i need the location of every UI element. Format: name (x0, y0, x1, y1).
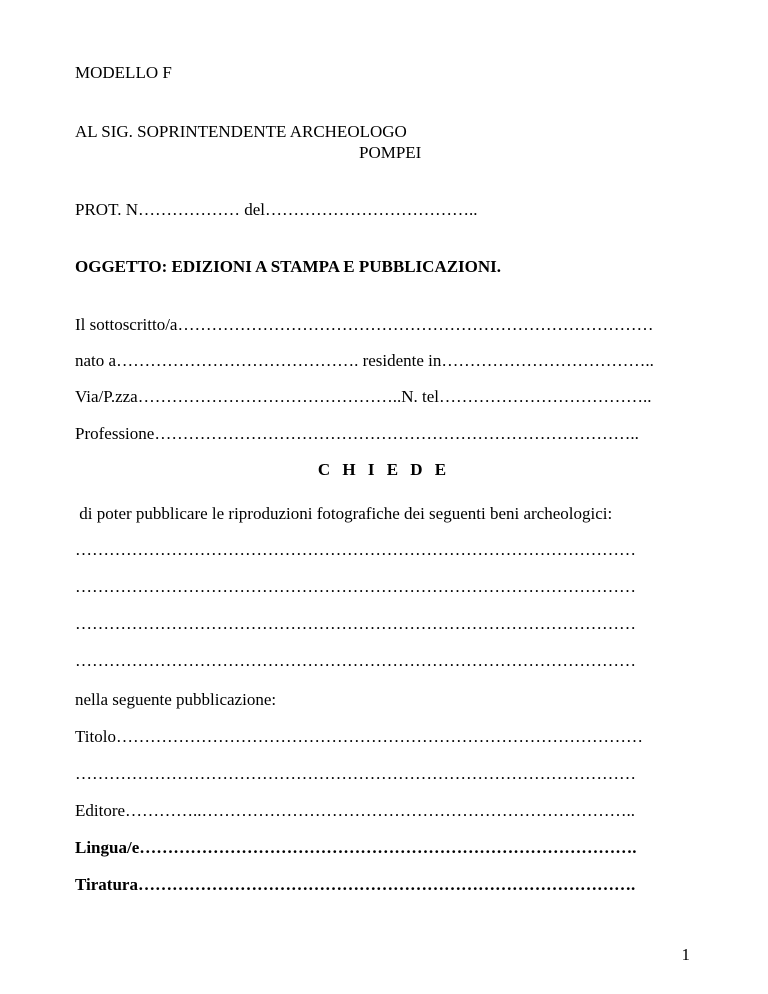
model-label: MODELLO F (75, 63, 172, 82)
birthplace-residence-field: nato a……………………………………. residente in……………………………….. (75, 351, 654, 370)
blank-line: ……………………………………………………………………………………… (75, 614, 636, 633)
page-number: 1 (681, 945, 690, 964)
request-text: di poter pubblicare le riproduzioni fotografiche dei seguenti beni archeologici: (75, 504, 613, 523)
recipient-title: AL SIG. SOPRINTENDENTE ARCHEOLOGO (75, 122, 407, 141)
undersigned-field: Il sottoscritto/a………………………………………………………………………… (75, 315, 654, 334)
title-field: Titolo………………………………………………………………………………… (75, 727, 643, 746)
recipient-location: POMPEI (359, 143, 422, 162)
languages-field: Lingua/e……………………………………………………………………………. (75, 838, 637, 857)
subject-heading: OGGETTO: EDIZIONI A STAMPA E PUBBLICAZIONI. (75, 257, 502, 276)
blank-line: ……………………………………………………………………………………… (75, 577, 636, 596)
blank-line: ……………………………………………………………………………………… (75, 540, 636, 559)
blank-line: ……………………………………………………………………………………… (75, 651, 636, 670)
address-phone-field: Via/P.zza………………………………………..N. tel……………………………….. (75, 387, 652, 406)
chiede-heading: C H I E D E (317, 460, 451, 479)
profession-field: Professione………………………………………………………………………….. (75, 424, 639, 443)
title-continuation-line: ……………………………………………………………………………………… (75, 764, 636, 783)
print-run-field: Tiratura……………………………………………………………………………. (75, 875, 636, 894)
publisher-field: Editore…………..………………………………………………………………….. (75, 801, 636, 820)
protocol-line: PROT. N……………… del……………………………….. (75, 200, 478, 219)
publication-intro: nella seguente pubblicazione: (75, 690, 277, 709)
